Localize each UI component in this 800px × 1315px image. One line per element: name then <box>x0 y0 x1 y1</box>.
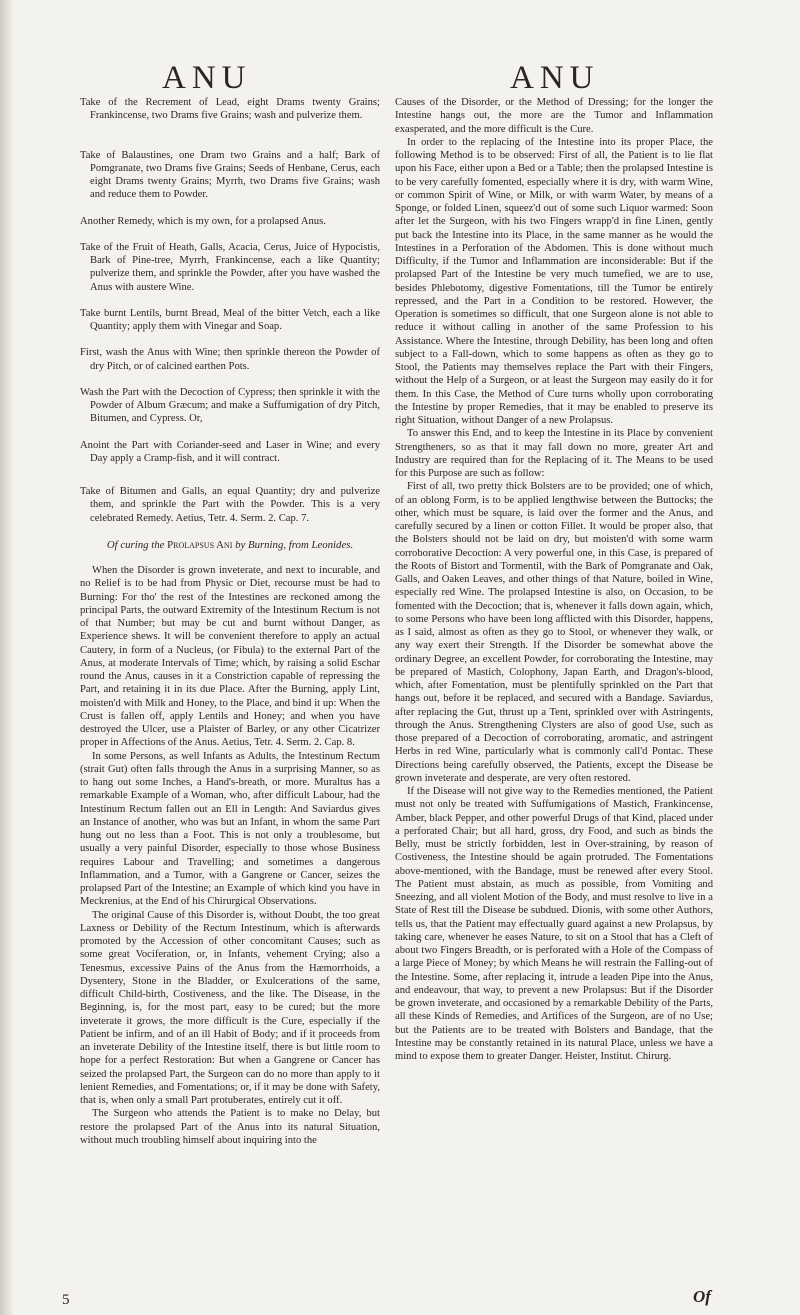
section-heading-pre: Of curing the <box>106 538 165 551</box>
page-edge-shadow <box>0 0 14 1315</box>
catchword: Of <box>693 1287 711 1306</box>
signature-mark: 5 <box>62 1292 70 1308</box>
body-paragraph: First of all, two pretty thick Bolsters are to be provided; one of which, of an oblong Form, is to be applied lengthwise between the Buttocks; the other, which must be square, is laid over the former and the Anus, and carefully secured by a linen or cotton Fillet. It would be proper also, that the Bolsters should not be laid on dry, but moisten'd with some warm corroborative Decoction: A very powerful one, in this Case, is prepared of the Roots of Bistort and Tormentil, with the Bark of Pomgranate and Oak, Galls, and Oaken Leaves, and other things of that Nature, boiled in Wine, especially red Wine. The prolapsed Intestine is also, on Occasion, to be fomented with the Decoction; that is, whenever it falls down again, which, to some Persons who have been long afflicted with this Disorder, happens, as I said, almost as often as they go to Stool, or whenever they walk, or any way exert their Strength. If the Disorder be somewhat above the ordinary Degree, an excellent Powder, for corroborating the Intestine, may be prepared of Mastich, Colophony, Japan Earth, and Dragon's-blood, which, after Fomentation, must be plentifully sprinkled on the Part that hangs out, before it be replaced, and secured with a Bandage. Saviardus, after replacing the Gut, thrust up a Tent, sprinkled over with Astringents, through the Anus. Strengthening Clysters are also of good Use, such as those prepared of a Decoction of corroborating, aromatic, and astringent Herbs in red Wine, particularly what is commonly call'd Pontac. These Directions being carefully observed, the Patients, except the Disease be grown inveterate and desperate, are very often restored. <box>395 481 713 784</box>
recipe-paragraph: Another Remedy, which is my own, for a prolapsed Anus. <box>80 215 326 227</box>
header-right-title: ANU <box>510 60 600 96</box>
section-heading <box>80 539 380 552</box>
body-paragraph: If the Disease will not give way to the Remedies mentioned, the Patient must not only be treated with Suffumigations of Mastich, Frankincense, Amber, black Pepper, and other powerful Drugs of that Kind, placed under a perforated Chair; but all hard, gross, dry Food, and such as binds the Belly, must be strictly forbidden, lest in Over-straining, by reason of Costiveness, the Intestine should be again protruded. The Fomentations above-mentioned, with the Bandage, must be renewed after every Stool. The Patient must abstain, as much as possible, from Vomiting and Sneezing, and all violent Motion of the Body, and must resolve to live in a State of Rest till the Disease be subdued. Dionis, with some other Authors, tells us, that the Patient may effectually guard against a new Prolapsus, by taking care, whenever he eases Nature, to sit on a Stool that has a Cleft of about two Fingers Breadth, or is perforated with a Hole of the Compass of a large Piece of Money; by which Means he will restrain the Falling-out of the Intestine. Some, after replacing it, intrude a leaden Pipe into the Anus, and endeavour, that way, to prevent a new Prolapsus: But if the Disorder be grown inveterate, and occasioned by a remarkable Debility of the Parts, all these Kinds of Remedies, and Artifices of the Surgeon, are of no Use; but the Patients are to be treated with Bolsters and Bandage, that the Intestine may be constantly retained in its natural Place, unless we have a mind to expose them to greater Danger. Heister, Institut. Chirurg. <box>395 786 713 1062</box>
section-heading-term: Prolapsus Ani <box>167 538 233 551</box>
body-paragraph: To answer this End, and to keep the Intestine in its Place by convenient Strengtheners, so as that it may fall down no more, greater Art and Industry are required than for the Replacing of it. The Means to be used for this Purpose are such as follow: <box>395 428 713 479</box>
recipe-paragraph: Take burnt Lentils, burnt Bread, Meal of the bitter Vetch, each a like Quantity; apply them with Vinegar and Soap. <box>80 307 380 332</box>
recipe-paragraph: Take of the Fruit of Heath, Galls, Acacia, Cerus, Juice of Hypocistis, Bark of Pine-tree, Myrrh, Frankincense, each a like Quantity; pulverize them, and sprinkle the Powder, after you have washed the Anus with austere Wine. <box>80 241 380 293</box>
left-column <box>80 96 380 1147</box>
right-column <box>395 96 713 1063</box>
body-paragraph: When the Disorder is grown inveterate, and next to incurable, and no Relief is to be had from Physic or Diet, recourse must be had to Burning: For tho' the rest of the Intestines are reckoned among the principal Parts, the outward Extremity of the Intestinum Rectum is not of that Number; but may be cut and burnt without Danger, as Experience shews. It will be convenient therefore to apply an actual Cautery, in form of a Nucleus, (or Fibula) to the external Part of the Anus, at moderate Intervals of Time; which, by raising a solid Eschar round the Anus, causes in it a Constriction capable of repressing the Part, and retaining it in its due Place. After the Burning, apply Lint, moisten'd with Milk and Honey, to the Place, and bind it up: When the Crust is fallen off, apply Lentils and Honey; and when you have destroyed the Ulcer, use a Plaister of Barley, or any other Cicatrizer proper in Affections of the Anus. Aetius, Tetr. 4. Serm. 2. Cap. 8. <box>80 565 380 749</box>
body-paragraph: In some Persons, as well Infants as Adults, the Intestinum Rectum (strait Gut) often falls through the Anus in a surprising Manner, so as to hang out some Inches, a Hand's-breath, or more. Muraltus has a remarkable Example of a Woman, who, after difficult Labour, had the Intestinum Rectum fallen out an Ell in Length: And Saviardus gives an Instance of another, who was but an Infant, in whom the same Part hung out no less than a Foot. This is not only a troublesome, but usually a very painful Disorder, especially to those whose Business requires Labour and Travelling; and sometimes a dangerous Inflammation, and a Tumor, with a Gangrene or Cancer, seizes the prolapsed Part of the Intestine; an Example of which kind you have in Meckrenius, at the End of his Chirurgical Observations. <box>80 750 380 908</box>
recipe-paragraph: Wash the Part with the Decoction of Cypress; then sprinkle it with the Powder of Album Græcum; and make a Suffumigation of dry Pitch, Bitumen, and Cypress. Or, <box>80 386 380 425</box>
section-heading-post: by Burning, from Leonides. <box>235 538 354 551</box>
recipe-paragraph: Anoint the Part with Coriander-seed and Laser in Wine; and every Day apply a Cramp-fish, and it will contract. <box>80 439 380 464</box>
recipe-paragraph: Take of Bitumen and Galls, an equal Quantity; dry and pulverize them, and sprinkle the Part with the Powder. This is a very celebrated Remedy. Aetius, Tetr. 4. Serm. 2. Cap. 7. <box>80 486 380 524</box>
body-paragraph: The Surgeon who attends the Patient is to make no Delay, but restore the prolapsed Part of the Anus into its natural Situation, without much troubling himself about inquiring into the <box>80 1108 380 1146</box>
body-paragraph: In order to the replacing of the Intestine into its proper Place, the following Method is to be observed: First of all, the Patient is to lie flat upon his Face, either upon a Bed or a Table; then the prolapsed Intestine is to be very carefully fomented, especially where it is dry, with warm Wine, or common Spirit of Wine, or Milk, or with warm Water, by means of a Sponge, or folded Linen, squeez'd out of some such Liquor warmed: Soon after let the Surgeon, with his two Fingers wrapp'd in fine Linen, gently put back the Intestine into its Place, in the same manner as he would the Intestines in a Perforation of the Abdomen. This is done without much Difficulty, if the Tumor and Inflammation are inconsiderable: But if the prolapsed Part of the Intestine be very much tumefied, we are to use, besides Phlebotomy, digestive Fomentations, till the Tumor be entirely repressed, and the Part in a Condition to be restored. However, the Operation is sometimes so difficult, that one Surgeon alone is not able to reduce it without calling in another of the same Profession to his Assistance. Where the Intestine, through Debility, has been long and often subject to a Fall-down, which to some happens as often as they go to Stool, the Patients may themselves replace the Part with their Fingers, without the Help of a Surgeon, or at least the Surgeon may easily do it for them. In this Case, the Method of Cure turns wholly upon corroborating the Intestine by proper Remedies, that it may be enabled to preserve its right Situation, without Danger of a new Prolapsus. <box>395 136 713 426</box>
body-paragraph: The original Cause of this Disorder is, without Doubt, the too great Laxness or Debility of the Rectum Intestinum, which is afterwards promoted by the Accession of other concomitant Causes; such as some great Vociferation, or, in Infants, vehement Crying; also a Tenesmus, excessive Pains of the Anus from the Hæmorrhoids, a Dysentery, Stone in the Bladder, or Exulcerations of the same, difficult Child-birth, Costiveness, and the like. The Disease, in the Beginning, is, for the most part, easy to be cured; but the more inveterate it grows, the more difficult is the Cure, especially if the Patient be infirm, and of an ill Habit of Body; and if it proceeds from an inveterate Debility of the Intestine itself, there is but little room to hope for a perfect Restoration: But when a Gangrene or Cancer has seized the prolapsed Part, the Surgeon can do no more than apply to it lenient Remedies, and Fomentations; or, if it may be done with Safety, that is, when only a small Part protuberates, entirely cut it off. <box>80 909 380 1106</box>
header-left-title: ANU <box>162 60 252 96</box>
recipe-paragraph: First, wash the Anus with Wine; then sprinkle thereon the Powder of dry Pitch, or of calcined earthen Pots. <box>80 347 380 372</box>
recipe-paragraph: Take of the Recrement of Lead, eight Drams twenty Grains; Frankincense, two Drams five Grains; wash and pulverize them. <box>80 97 380 122</box>
recipe-paragraph: Take of Balaustines, one Dram two Grains and a half; Bark of Pomgranate, two Drams five Grains; Seeds of Henbane, Cerus, each eight Drams twenty Grains; Myrrh, two Drams five Grains; wash and reduce them to Powder. <box>80 149 380 201</box>
body-paragraph: Causes of the Disorder, or the Method of Dressing; for the longer the Intestine hangs out, the more are the Tumor and Inflammation exasperated, and the more difficult is the Cure. <box>395 97 713 135</box>
